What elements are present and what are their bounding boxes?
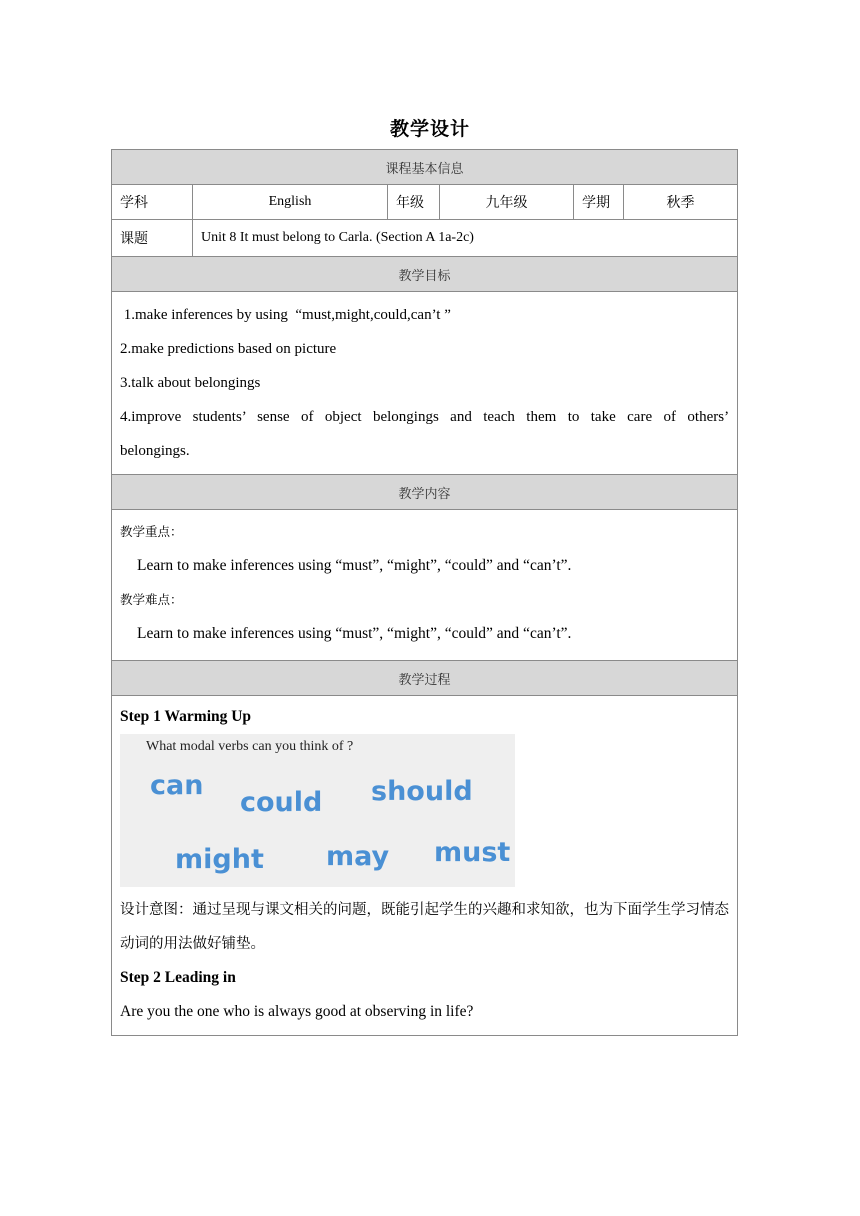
info-row: [112, 185, 738, 220]
term-value: 秋季: [624, 185, 738, 220]
goal-item: 4.improve students’ sense of object belongings and teach them to take care of others’: [120, 409, 730, 425]
topic-row: [112, 220, 738, 257]
process-row: [112, 696, 738, 1036]
subject-value: English: [193, 185, 388, 220]
grade-label: 年级: [388, 185, 440, 220]
section-header-content: [112, 475, 738, 510]
goals-row: [112, 292, 738, 475]
section-header-basic-info: [112, 150, 738, 185]
image-question: What modal verbs can you think of ?: [146, 739, 354, 754]
section-header-goals: [112, 257, 738, 292]
leading-question: Are you the one who is always good at observing in life?: [120, 1003, 474, 1020]
key-point-text: Learn to make inferences using “must”, “might”, “could” and “can’t”.: [137, 557, 572, 574]
topic-value: Unit 8 It must belong to Carla. (Section A 1a-2c): [193, 220, 738, 257]
design-intent-text: 设计意图：通过呈现与课文相关的问题，既能引起学生的兴趣和求知欲，也为下面学生学习情态动词的用法做好铺垫。: [120, 902, 729, 952]
goal-item: 3.talk about belongings: [120, 375, 261, 391]
content-cell: [112, 510, 738, 661]
section-title: 课程基本信息: [112, 150, 738, 185]
modal-word: should: [371, 776, 473, 807]
process-cell: [112, 696, 738, 1036]
document-title: 教学设计: [389, 118, 470, 140]
modal-word: can: [150, 770, 204, 801]
term-label: 学期: [574, 185, 624, 220]
step-2-heading: Step 2 Leading in: [120, 969, 236, 986]
modal-word: may: [326, 841, 390, 872]
section-title: 教学目标: [112, 257, 738, 292]
goal-item: 1.make inferences by using “must,might,could,can’t ”: [120, 307, 451, 323]
modal-word: might: [175, 844, 264, 875]
modal-word: must: [434, 837, 511, 868]
section-title: 教学内容: [112, 475, 738, 510]
step-1-heading: Step 1 Warming Up: [120, 708, 252, 725]
key-point-label: 教学重点：: [120, 524, 183, 539]
modal-word: could: [240, 787, 323, 818]
grade-value: 九年级: [440, 185, 574, 220]
section-header-process: [112, 661, 738, 696]
goals-cell: [112, 292, 738, 475]
goal-item: 2.make predictions based on picture: [120, 341, 337, 357]
difficult-point-text: Learn to make inferences using “must”, “might”, “could” and “can’t”.: [137, 625, 572, 642]
subject-label: 学科: [112, 185, 193, 220]
goal-item: belongings.: [120, 443, 190, 459]
modal-verbs-image: [120, 734, 515, 887]
topic-label: 课题: [112, 220, 193, 257]
lesson-plan-table: [111, 149, 738, 1036]
content-row: [112, 510, 738, 661]
difficult-point-label: 教学难点：: [120, 592, 183, 607]
section-title: 教学过程: [112, 661, 738, 696]
